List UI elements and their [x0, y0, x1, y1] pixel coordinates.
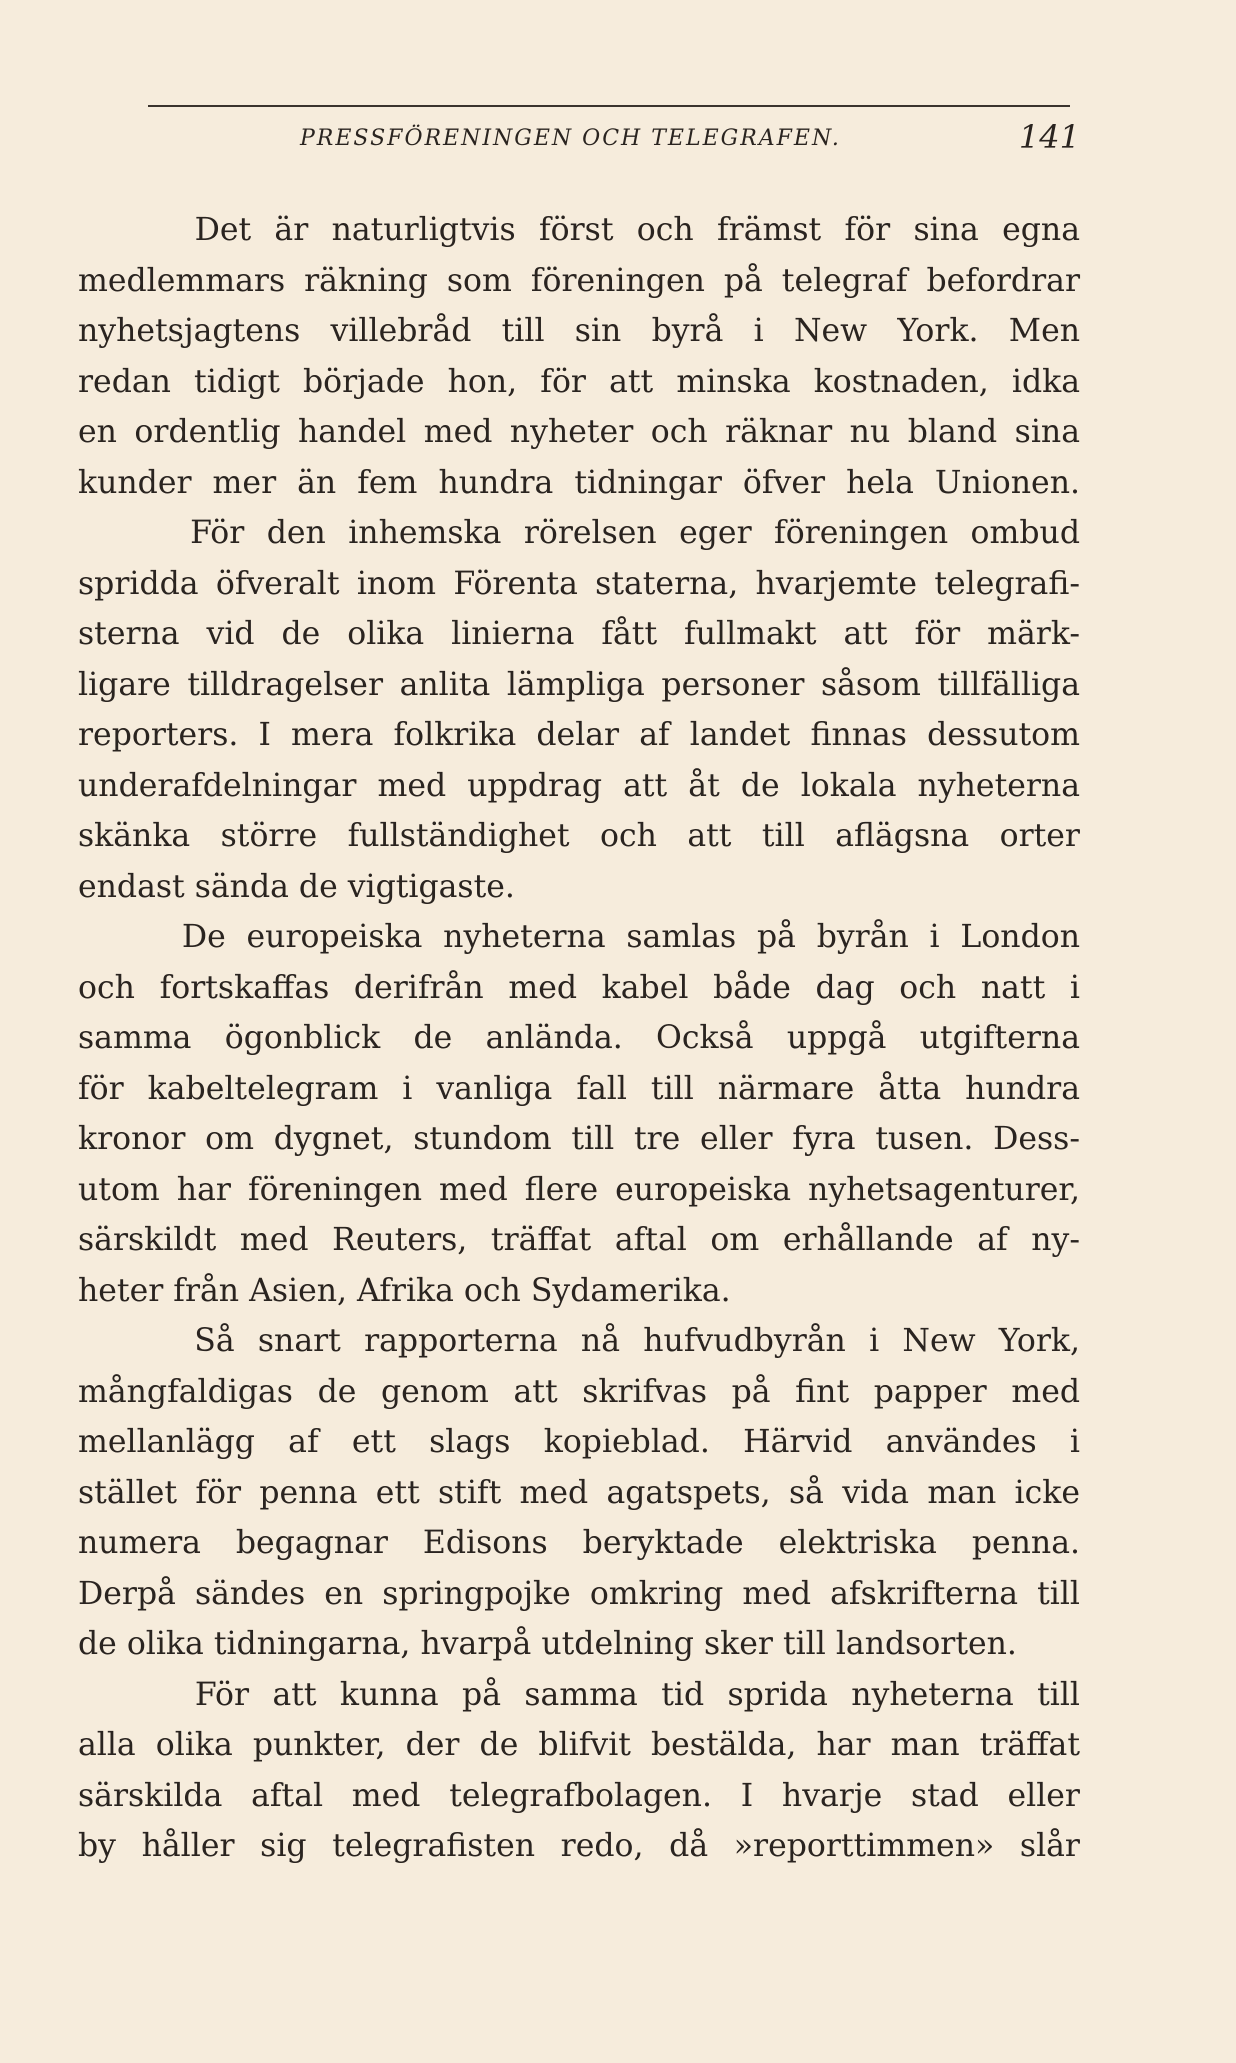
text-line: särskildt med Reuters, träffat aftal om erhållande af ny-: [78, 1222, 1080, 1258]
text-line: numera begagnar Edisons beryktade elektriska penna.: [78, 1525, 1080, 1561]
text-line: Derpå sändes en springpojke omkring med afskrifterna till: [78, 1575, 1080, 1612]
text-line: mångfaldigas de genom att skrifvas på fint papper med: [78, 1373, 1080, 1410]
text-line: alla olika punkter, der de blifvit bestälda, har man träffat: [78, 1727, 1080, 1763]
running-header: [300, 118, 1080, 158]
text-line: Så snart rapporterna nå hufvudbyrån i New York,: [78, 1323, 1080, 1359]
text-line: Det är naturligtvis först och främst för sina egna: [78, 212, 1080, 248]
text-line: särskilda aftal med telegrafbolagen. I hvarje stad eller: [78, 1777, 1080, 1814]
body-text: [78, 205, 1080, 1872]
text-line: reporters. I mera folkrika delar af landet finnas dessutom: [78, 717, 1080, 753]
text-line: För den inhemska rörelsen eger föreningen ombud: [78, 515, 1080, 551]
text-line: stället för penna ett stift med agatspets, så vida man icke: [78, 1474, 1080, 1511]
text-line: heter från Asien, Afrika och Sydamerika.: [78, 1272, 731, 1309]
text-line: spridda öfveralt inom Förenta staterna, hvarjemte telegrafi-: [78, 565, 1080, 602]
text-line: och fortskaffas derifrån med kabel både dag och natt i: [78, 969, 1080, 1006]
running-title: PRESSFÖRENINGEN OCH TELEGRAFEN.: [300, 126, 841, 151]
text-line: underafdelningar med uppdrag att åt de lokala nyheterna: [78, 767, 1080, 804]
text-line: För att kunna på samma tid sprida nyheterna till: [78, 1676, 1080, 1713]
text-line: kronor om dygnet, stundom till tre eller fyra tusen. Dess-: [78, 1121, 1080, 1157]
text-line: de olika tidningarna, hvarpå utdelning sker till landsorten.: [78, 1626, 1017, 1662]
text-line: medlemmars räkning som föreningen på telegraf befordrar: [78, 262, 1080, 299]
page-number: 141: [1018, 118, 1080, 156]
text-line: en ordentlig handel med nyheter och räknar nu bland sina: [78, 414, 1080, 450]
text-line: redan tidigt började hon, för att minska kostnaden, idka: [78, 363, 1080, 400]
text-line: utom har föreningen med flere europeiska nyhetsagenturer,: [78, 1171, 1080, 1208]
text-line: by håller sig telegrafisten redo, då »reporttimmen» slår: [78, 1828, 1080, 1864]
text-line: samma ögonblick de anlända. Också uppgå utgifterna: [78, 1020, 1080, 1056]
header-rule: [148, 105, 1070, 107]
text-line: för kabeltelegram i vanliga fall till närmare åtta hundra: [78, 1070, 1080, 1107]
text-line: De europeiska nyheterna samlas på byrån i London: [78, 919, 1080, 955]
text-line: sterna vid de olika linierna fått fullmakt att för märk-: [78, 616, 1080, 652]
text-line: nyhetsjagtens villebråd till sin byrå i New York. Men: [78, 313, 1080, 349]
text-line: ligare tilldragelser anlita lämpliga personer såsom tillfälliga: [78, 666, 1080, 703]
text-line: kunder mer än fem hundra tidningar öfver hela Unionen.: [78, 464, 1080, 501]
text-line: skänka större fullständighet och att till aflägsna orter: [78, 818, 1080, 854]
text-line: mellanlägg af ett slags kopieblad. Härvid användes i: [78, 1424, 1080, 1460]
text-line: endast sända de vigtigaste.: [78, 868, 515, 905]
